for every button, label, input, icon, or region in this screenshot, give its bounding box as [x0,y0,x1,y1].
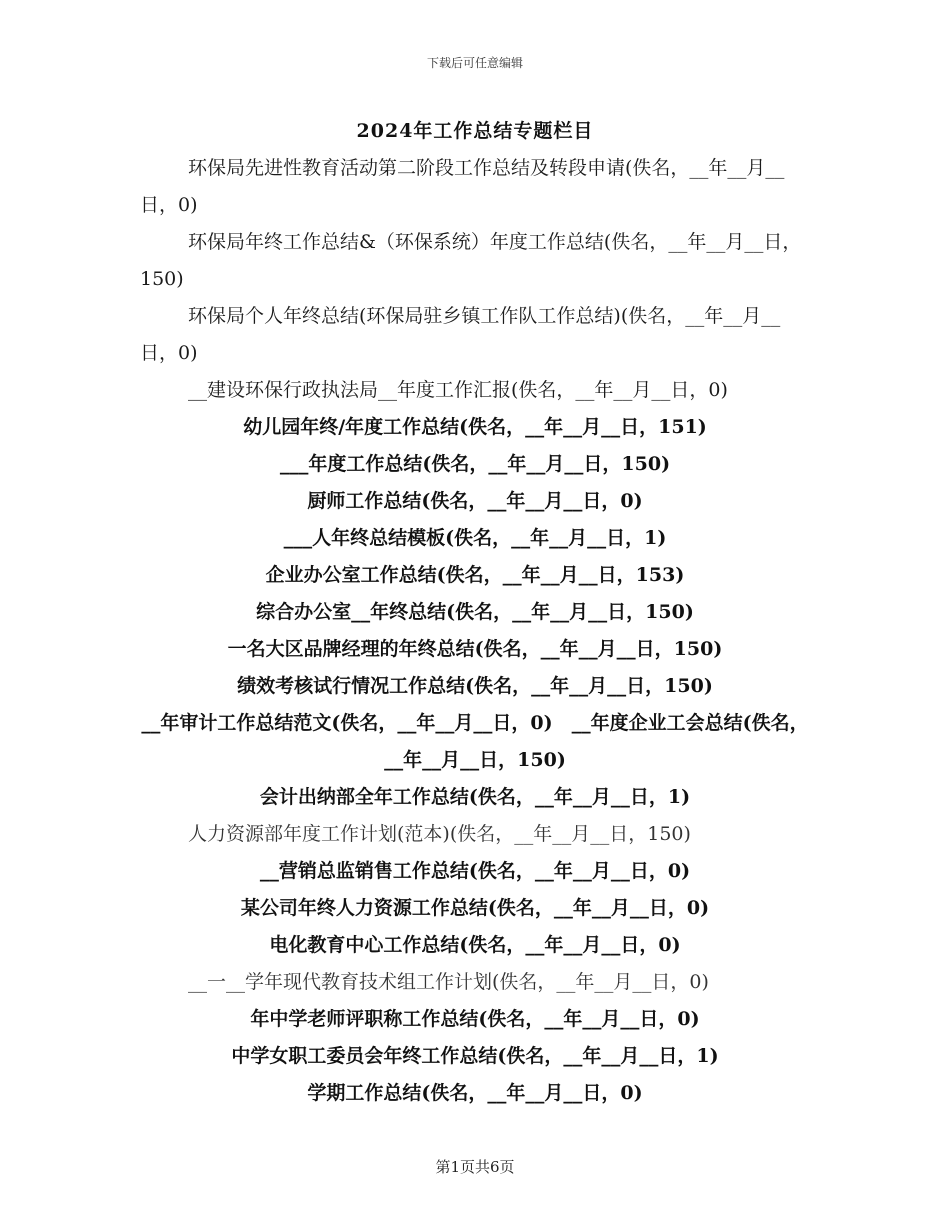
list-item: __营销总监销售工作总结(佚名，__年__月__日，0) [259,860,691,882]
list-item: 综合办公室__年终总结(佚名，__年__月__日，150) [256,601,694,623]
list-item: 年中学老师评职称工作总结(佚名，__年__月__日，0) [250,1008,700,1030]
list-item: 幼儿园年终/年度工作总结(佚名，__年__月__日，151) [243,416,707,438]
list-item: 某公司年终人力资源工作总结(佚名，__年__月__日，0) [240,897,710,919]
document-body [140,150,810,1112]
paragraph: 环保局个人年终总结(环保局驻乡镇工作队工作总结)(佚名，__年__月__日，0) [140,305,781,364]
list-item: 中学女职工委员会年终工作总结(佚名，__年__月__日，1) [231,1045,719,1067]
list-item: 一名大区品牌经理的年终总结(佚名，__年__月__日，150) [227,638,723,660]
page-header-note: 下载后可任意编辑 [426,56,523,70]
paragraph: 环保局年终工作总结&（环保系统）年度工作总结(佚名，__年__月__日，150) [140,231,802,290]
paragraph: 环保局先进性教育活动第二阶段工作总结及转段申请(佚名，__年__月__日，0) [140,157,785,216]
list-item: __年审计工作总结范文(佚名，__年__月__日，0) __年度企业工会总结(佚名，__年__月__日，150) [141,712,809,771]
list-item: 绩效考核试行情况工作总结(佚名，__年__月__日，150) [237,675,713,697]
list-item: ___年度工作总结(佚名，__年__月__日，150) [279,453,671,475]
paragraph: __建设环保行政执法局__年度工作汇报(佚名，__年__月__日，0) [188,379,728,401]
list-item: 会计出纳部全年工作总结(佚名，__年__月__日，1) [259,786,691,808]
list-item: 电化教育中心工作总结(佚名，__年__月__日，0) [269,934,681,956]
list-item: ___人年终总结模板(佚名，__年__月__日，1) [283,527,667,549]
plain-list-item: __一__学年现代教育技术组工作计划(佚名，__年__月__日，0) [188,971,709,993]
list-item: 企业办公室工作总结(佚名，__年__月__日，153) [265,564,685,586]
page-footer: 第1页共6页 [435,1158,515,1176]
list-item: 学期工作总结(佚名，__年__月__日，0) [307,1082,643,1104]
plain-list-item: 人力资源部年度工作计划(范本)(佚名，__年__月__日，150) [188,823,691,845]
document-title: 2024年工作总结专题栏目 [356,120,594,142]
list-item: 厨师工作总结(佚名，__年__月__日，0) [307,490,643,512]
